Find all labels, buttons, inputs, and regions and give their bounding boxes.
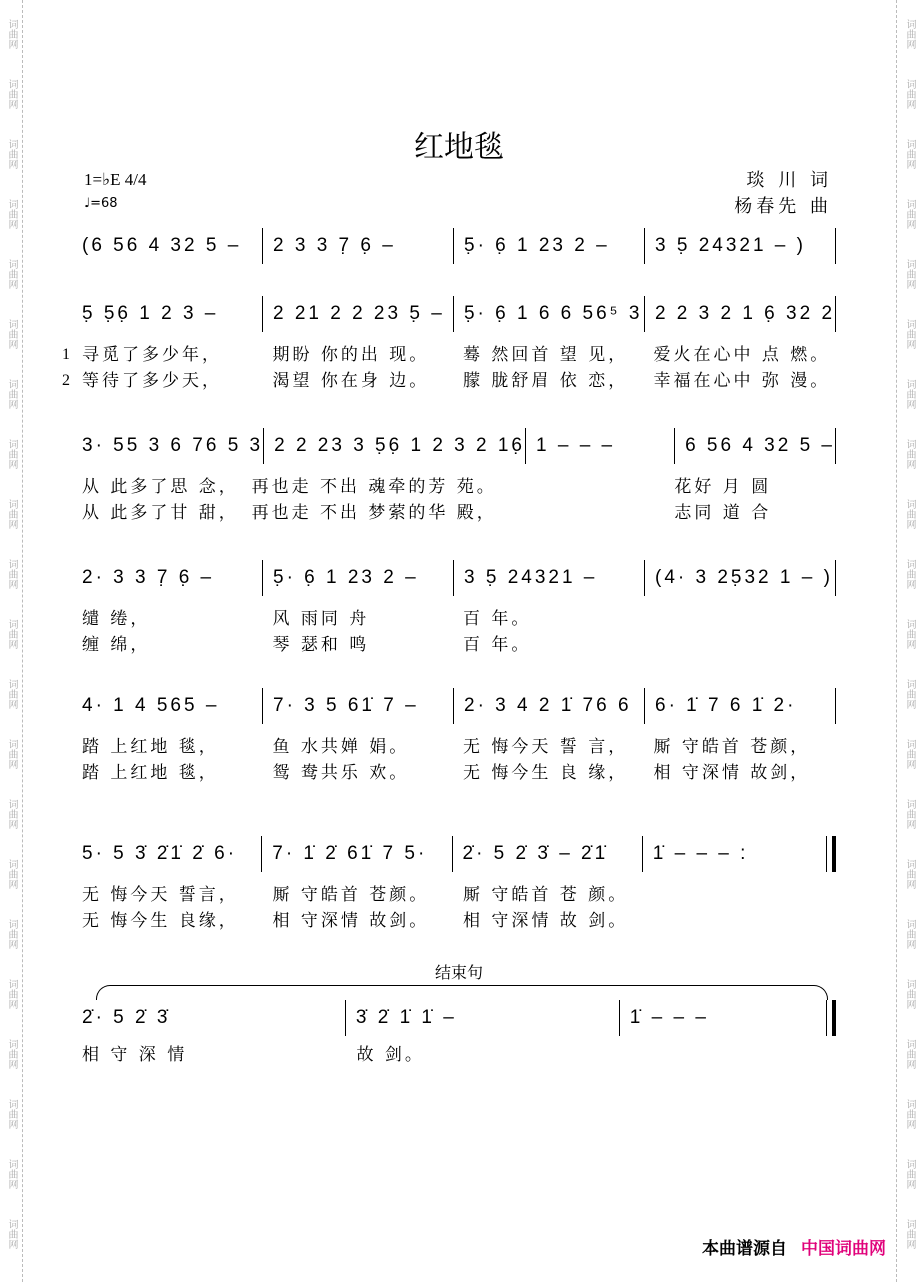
staff-system bbox=[62, 296, 836, 394]
measure: 7· 1̇ 2̇ 61̇ 7 5· bbox=[262, 836, 452, 872]
staff-system bbox=[74, 428, 836, 526]
coda-lyric bbox=[623, 1042, 836, 1068]
watermark-text: 词曲网 bbox=[904, 19, 915, 49]
watermark-text: 词曲网 bbox=[904, 499, 915, 529]
lyric-line bbox=[74, 734, 836, 760]
watermark-text: 词曲网 bbox=[6, 319, 17, 349]
measure: 5̣· 6̣ 1 23 2 – bbox=[263, 560, 454, 596]
watermark-text: 词曲网 bbox=[904, 379, 915, 409]
watermark-text: 词曲网 bbox=[904, 739, 915, 769]
measure: (4· 3 25̣32 1 – ) bbox=[645, 560, 836, 596]
watermark-text: 词曲网 bbox=[6, 439, 17, 469]
watermark-text: 词曲网 bbox=[904, 619, 915, 649]
lyric-segment: 爱火在心中 点 燃。 bbox=[653, 345, 831, 365]
watermark-text: 词曲网 bbox=[6, 1159, 17, 1189]
measure: 2· 3 3 7̣ 6̣ – bbox=[74, 560, 263, 596]
lyric-line bbox=[74, 882, 836, 908]
measure: 6· 1̇ 7 6 1̇ 2· bbox=[645, 688, 836, 724]
left-margin-line bbox=[22, 0, 23, 1282]
measure: 6 56 4 32 5 – bbox=[675, 428, 836, 464]
right-margin-line bbox=[896, 0, 897, 1282]
lyric-segment: 等待了多少天， bbox=[82, 371, 222, 391]
watermark-text: 词曲网 bbox=[904, 559, 915, 589]
watermark-text: 词曲网 bbox=[904, 979, 915, 1009]
measure: 1 – – – bbox=[526, 428, 675, 464]
lyric-segment: 厮 守皓首 苍颜。 bbox=[272, 885, 430, 905]
coda-label: 结束句 bbox=[434, 963, 483, 982]
lyric-segment: 花好 月 圆 bbox=[674, 477, 772, 497]
verse-number: 2 bbox=[62, 372, 70, 389]
watermark-text: 词曲网 bbox=[6, 979, 17, 1009]
measure: 5· 5 3̇ 2̇1̇ 2̇ 6· bbox=[74, 836, 262, 872]
measure: 4· 1 4 565 – bbox=[74, 688, 263, 724]
watermark-text: 词曲网 bbox=[6, 619, 17, 649]
watermark-text: 词曲网 bbox=[6, 79, 17, 109]
watermark-text: 词曲网 bbox=[6, 559, 17, 589]
lyric-segment: 再也走 不出 梦萦的华 殿， bbox=[251, 503, 497, 523]
watermark-text: 词曲网 bbox=[6, 19, 17, 49]
lyric-segment: 幸福在心中 弥 漫。 bbox=[653, 371, 831, 391]
coda-lyric: 相 守 深 情 bbox=[82, 1045, 188, 1065]
watermark-text: 词曲网 bbox=[6, 199, 17, 229]
coda-measure: 1̇ – – – bbox=[620, 1000, 836, 1036]
lyric-segment: 从 此多了思 念， bbox=[82, 477, 239, 497]
coda-measure: 2̇· 5 2̇ 3̇ bbox=[74, 1000, 346, 1036]
lyric-line bbox=[74, 474, 836, 500]
measure: 1̇ – – – : bbox=[643, 836, 836, 872]
measure: (6 56 4 32 5 – bbox=[74, 228, 263, 264]
staff-system bbox=[74, 836, 836, 934]
watermark-text: 词曲网 bbox=[904, 1099, 915, 1129]
watermark-text: 词曲网 bbox=[904, 439, 915, 469]
coda-bracket bbox=[96, 985, 828, 1000]
watermark-text: 词曲网 bbox=[6, 379, 17, 409]
lyric-segment bbox=[646, 908, 837, 934]
lyric-segment: 鸳 鸯共乐 欢。 bbox=[272, 763, 410, 783]
lyric-segment bbox=[497, 500, 667, 526]
watermark-left bbox=[2, 4, 20, 1264]
lyric-segment: 志同 道 合 bbox=[674, 503, 772, 523]
lyric-line bbox=[74, 908, 836, 934]
watermark-text: 词曲网 bbox=[6, 1219, 17, 1249]
lyric-segment: 风 雨同 舟 bbox=[272, 609, 370, 629]
watermark-text: 词曲网 bbox=[6, 1039, 17, 1069]
measure: 5̣ 5̣6̣ 1 2 3 – bbox=[74, 296, 263, 332]
staff-system bbox=[74, 228, 836, 264]
lyric-segment: 百 年。 bbox=[463, 635, 532, 655]
watermark-text: 词曲网 bbox=[904, 1039, 915, 1069]
watermark-text: 词曲网 bbox=[904, 139, 915, 169]
measure: 3· 55 3 6 76 5 3 bbox=[74, 428, 264, 464]
watermark-text: 词曲网 bbox=[6, 679, 17, 709]
measure: 2 2 3 2 1 6̣ 32 2 bbox=[645, 296, 836, 332]
source-footer bbox=[702, 1234, 886, 1259]
watermark-text: 词曲网 bbox=[6, 739, 17, 769]
watermark-text: 词曲网 bbox=[6, 1099, 17, 1129]
staff-system bbox=[74, 688, 836, 786]
lyric-segment: 踏 上红地 毯， bbox=[82, 763, 219, 783]
lyric-segment: 渴望 你在身 边。 bbox=[272, 371, 430, 391]
lyric-segment: 寻觅了多少年， bbox=[82, 345, 222, 365]
lyric-segment: 缱 绻， bbox=[82, 609, 151, 629]
measure: 5̣· 6̣ 1 6 6 56⁵ 3 bbox=[454, 296, 645, 332]
lyric-segment: 蓦 然回首 望 见， bbox=[463, 345, 629, 365]
coda-system bbox=[74, 1000, 836, 1068]
measure: 2 2 23 3 5̣6̣ 1 2 3 2 16̣ bbox=[264, 428, 526, 464]
watermark-text: 词曲网 bbox=[904, 919, 915, 949]
lyric-segment: 琴 瑟和 鸣 bbox=[272, 635, 370, 655]
watermark-text: 词曲网 bbox=[904, 1159, 915, 1189]
watermark-text: 词曲网 bbox=[904, 799, 915, 829]
lyric-segment bbox=[646, 606, 837, 632]
watermark-text: 词曲网 bbox=[6, 919, 17, 949]
lyric-segment bbox=[646, 632, 837, 658]
lyricist: 琰 川 词 bbox=[746, 170, 832, 191]
lyric-segment: 无 悔今天 誓 言， bbox=[463, 737, 629, 757]
lyric-segment: 鱼 水共婵 娟。 bbox=[272, 737, 410, 757]
staff-system bbox=[74, 560, 836, 658]
watermark-text: 词曲网 bbox=[6, 259, 17, 289]
lyric-line bbox=[62, 368, 836, 394]
lyric-line bbox=[74, 500, 836, 526]
watermark-text: 词曲网 bbox=[904, 199, 915, 229]
lyric-segment: 从 此多了甘 甜， bbox=[82, 503, 239, 523]
measure: 2̇· 5 2̇ 3̇ – 2̇1̇ bbox=[453, 836, 643, 872]
lyric-segment: 踏 上红地 毯， bbox=[82, 737, 219, 757]
lyric-line bbox=[74, 606, 836, 632]
coda-measure: 3̇ 2̇ 1̇ 1̇ – bbox=[346, 1000, 620, 1036]
watermark-text: 词曲网 bbox=[6, 499, 17, 529]
measure: 5̣· 6̣ 1 23 2 – bbox=[454, 228, 645, 264]
verse-number: 1 bbox=[62, 346, 70, 363]
lyric-line bbox=[74, 760, 836, 786]
lyric-segment bbox=[497, 474, 667, 500]
measure: 2· 3 4 2 1̇ 76 6 bbox=[454, 688, 645, 724]
lyric-segment: 厮 守皓首 苍颜， bbox=[653, 737, 811, 757]
measure: 3 5̣ 24321 – ) bbox=[645, 228, 836, 264]
watermark-right bbox=[900, 4, 918, 1264]
source-label: 本曲谱源自 bbox=[702, 1239, 787, 1259]
key-signature: 1=♭E 4/4 bbox=[84, 170, 147, 189]
watermark-text: 词曲网 bbox=[6, 139, 17, 169]
composer: 杨春先 曲 bbox=[734, 196, 832, 217]
watermark-text: 词曲网 bbox=[6, 859, 17, 889]
watermark-text: 词曲网 bbox=[6, 799, 17, 829]
watermark-text: 词曲网 bbox=[904, 319, 915, 349]
lyric-segment bbox=[646, 882, 837, 908]
coda-lyric: 故 剑。 bbox=[356, 1045, 425, 1065]
watermark-text: 词曲网 bbox=[904, 259, 915, 289]
lyric-segment: 缠 绵， bbox=[82, 635, 151, 655]
tempo-marking: ♩=68 bbox=[84, 196, 118, 211]
song-title: 红地毯 bbox=[414, 130, 504, 165]
site-brand-link[interactable]: 中国词曲网 bbox=[801, 1239, 886, 1259]
lyric-segment: 无 悔今天 誓言， bbox=[82, 885, 239, 905]
watermark-text: 词曲网 bbox=[904, 679, 915, 709]
lyric-line bbox=[74, 632, 836, 658]
lyric-segment: 相 守深情 故剑。 bbox=[272, 911, 430, 931]
lyric-line bbox=[62, 342, 836, 368]
watermark-text: 词曲网 bbox=[904, 1219, 915, 1249]
lyric-segment: 朦 胧舒眉 依 恋， bbox=[463, 371, 629, 391]
lyric-segment: 期盼 你的出 现。 bbox=[272, 345, 430, 365]
lyric-segment: 厮 守皓首 苍 颜。 bbox=[463, 885, 629, 905]
lyric-segment: 无 悔今生 良 缘， bbox=[463, 763, 629, 783]
lyric-segment: 无 悔今生 良缘， bbox=[82, 911, 239, 931]
measure: 3 5̣ 24321 – bbox=[454, 560, 645, 596]
measure: 7· 3 5 61̇ 7 – bbox=[263, 688, 454, 724]
watermark-text: 词曲网 bbox=[904, 79, 915, 109]
lyric-segment: 相 守深情 故剑， bbox=[653, 763, 811, 783]
measure: 2 3 3 7̣ 6̣ – bbox=[263, 228, 454, 264]
measure: 2 21 2 2 23 5̣ – bbox=[263, 296, 454, 332]
watermark-text: 词曲网 bbox=[904, 859, 915, 889]
credits bbox=[734, 168, 832, 220]
lyric-segment: 百 年。 bbox=[463, 609, 532, 629]
lyric-segment: 再也走 不出 魂牵的芳 苑。 bbox=[251, 477, 497, 497]
lyric-segment: 相 守深情 故 剑。 bbox=[463, 911, 629, 931]
